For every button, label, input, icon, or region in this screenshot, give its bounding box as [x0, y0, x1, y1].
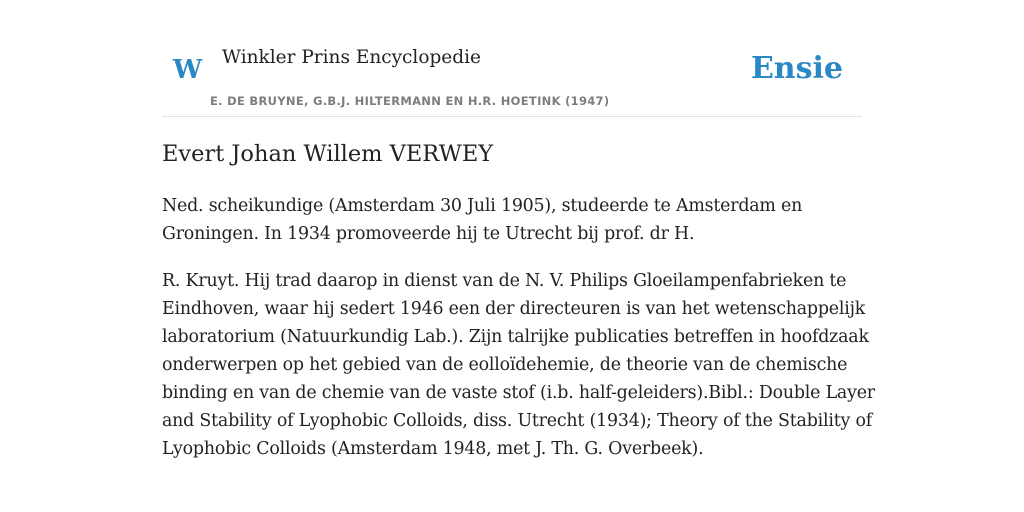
- text-line: Ned. scheikundige (Amsterdam 30 Juli 1905), studeerde te Amsterdam en: [162, 196, 803, 216]
- text-line: laboratorium (Natuurkundig Lab.). Zijn talrijke publicaties betreffen in hoofdzaak: [162, 327, 869, 347]
- winkler-prins-logo-icon[interactable]: W: [173, 55, 203, 85]
- entry-body: [162, 192, 875, 482]
- text-line: and Stability of Lyophobic Colloids, diss. Utrecht (1934); Theory of the Stability of: [162, 411, 872, 431]
- entry-paragraph-2: [162, 267, 875, 463]
- ensie-logo-link[interactable]: Ensie: [750, 51, 843, 86]
- text-line: Eindhoven, waar hij sedert 1946 een der directeuren is van het wetenschappelijk: [162, 299, 866, 319]
- text-line: binding en van de chemie van de vaste stof (i.b. half-geleiders).Bibl.: Double Layer: [162, 383, 875, 403]
- site-header: [162, 0, 862, 117]
- encyclopedia-title-link[interactable]: Winkler Prins Encyclopedie: [222, 47, 481, 68]
- text-line: Lyophobic Colloids (Amsterdam 1948, met J. Th. G. Overbeek).: [162, 439, 704, 459]
- text-line: Groningen. In 1934 promoveerde hij te Utrecht bij prof. dr H.: [162, 224, 695, 244]
- encyclopedia-authors: E. DE BRUYNE, G.B.J. HILTERMANN EN H.R. HOETINK (1947): [210, 94, 610, 108]
- page: [162, 0, 875, 459]
- entry-title: Evert Johan Willem VERWEY: [162, 141, 494, 167]
- entry-paragraph-1: [162, 192, 862, 248]
- text-line: onderwerpen op het gebied van de eolloïdehemie, de theorie van de chemische: [162, 355, 848, 375]
- text-line: R. Kruyt. Hij trad daarop in dienst van de N. V. Philips Gloeilampenfabrieken te: [162, 271, 847, 291]
